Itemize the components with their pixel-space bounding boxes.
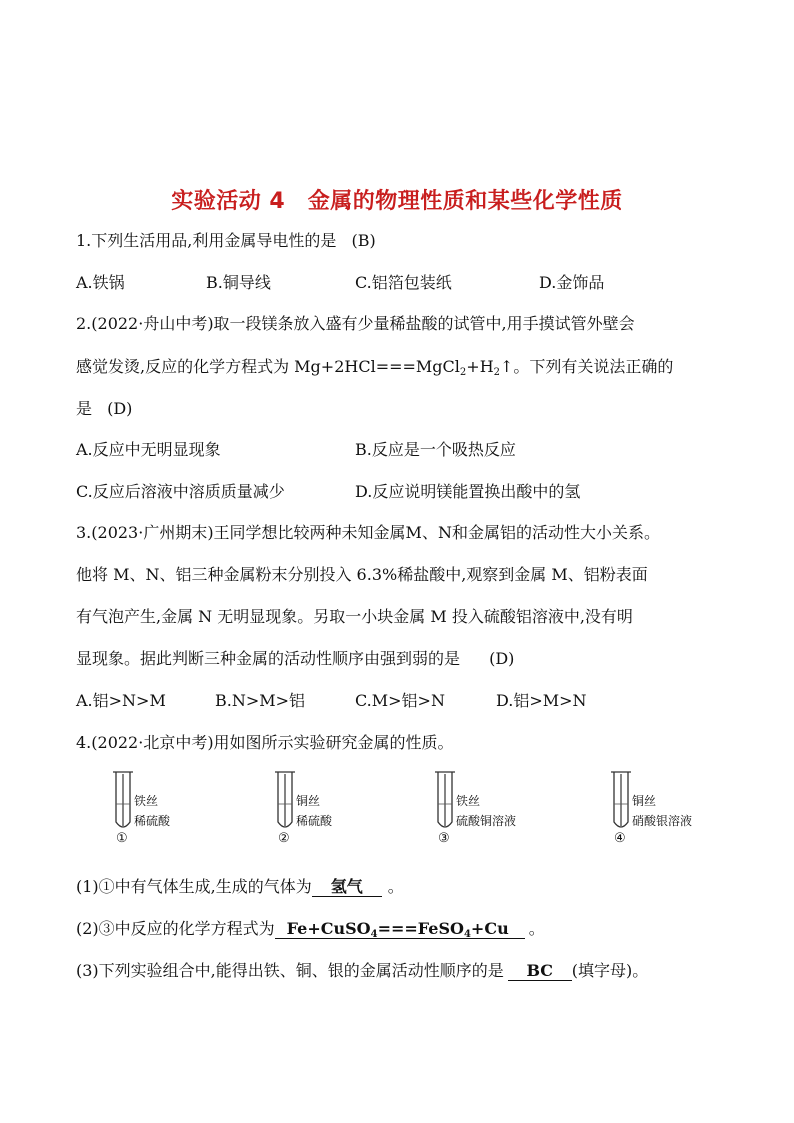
q3-option-b: B.N>M>铝 (215, 691, 306, 710)
q2-line-3 (76, 398, 132, 420)
test-tube-icon (432, 770, 458, 834)
q2-option-b: B.反应是一个吸热反应 (355, 440, 516, 459)
q4-sub3-answer: BC (508, 962, 572, 981)
q3-line-4 (76, 648, 514, 670)
q3-line-3: 有气泡产生,金属 N 无明显现象。另取一小块金属 M 投入硫酸铝溶液中,没有明 (76, 607, 633, 626)
q2-equation-a: 感觉发烫,反应的化学方程式为 Mg+2HCl===MgCl (76, 357, 460, 376)
tube-number: ③ (438, 831, 450, 846)
q2-option-d: D.反应说明镁能置换出酸中的氢 (355, 482, 581, 501)
solution-label: 硝酸银溶液 (632, 814, 693, 828)
q4-sub2-suffix: 。 (528, 919, 545, 938)
q1-option-c: C.铝箔包装纸 (355, 273, 452, 292)
wire-label: 铜丝 (296, 794, 321, 808)
q2-equation-sub1: 2 (459, 367, 467, 378)
q4-sub2-answer (275, 920, 525, 939)
q1-stem-text: 1.下列生活用品,利用金属导电性的是 (76, 231, 337, 250)
test-tube-3 (432, 770, 572, 850)
q3-option-a: A.铝>N>M (76, 691, 166, 710)
q4-sub1-text: (1)①中有气体生成,生成的气体为 (76, 877, 312, 896)
q1-option-a: A.铁锅 (76, 273, 125, 292)
wire-label: 铜丝 (632, 794, 657, 808)
q2-equation-sub2: 2 (493, 367, 501, 378)
test-tube-icon (608, 770, 634, 834)
q4-sub2-answer-a: Fe+CuSO (286, 919, 371, 938)
q2-line-1: 2.(2022·舟山中考)取一段镁条放入盛有少量稀盐酸的试管中,用手摸试管外壁会 (76, 314, 635, 333)
page-title: 实验活动 4 金属的物理性质和某些化学性质 (171, 189, 623, 214)
test-tube-1 (110, 770, 230, 850)
test-tube-4 (608, 770, 720, 850)
q4-sub1-suffix: 。 (387, 877, 404, 896)
q1-answer: (B) (351, 231, 376, 250)
q2-option-c: C.反应后溶液中溶质质量减少 (76, 482, 285, 501)
q1-stem (76, 230, 376, 252)
q3-line-1: 3.(2023·广州期末)王同学想比较两种未知金属M、N和金属铝的活动性大小关系。 (76, 523, 660, 542)
q4-sub2-answer-sub1: 4 (370, 929, 378, 940)
q4-sub2-answer-b: ===FeSO (377, 919, 464, 938)
q3-option-c: C.M>铝>N (355, 691, 445, 710)
tube-number: ④ (614, 831, 626, 846)
test-tube-figure (100, 770, 720, 850)
tube-number: ② (278, 831, 290, 846)
q1-option-d: D.金饰品 (539, 273, 605, 292)
q2-line-2 (76, 356, 673, 378)
q4-sub3-suffix: (填字母)。 (571, 961, 649, 980)
q2-equation-b: +H (466, 357, 494, 376)
q4-sub2 (76, 918, 545, 940)
test-tube-icon (272, 770, 298, 834)
q3-option-d: D.铝>M>N (496, 691, 587, 710)
test-tube-2 (272, 770, 392, 850)
solution-label: 稀硫酸 (296, 814, 333, 828)
q2-answer: (D) (107, 399, 133, 418)
q4-sub3-text: (3)下列实验组合中,能得出铁、铜、银的金属活动性顺序的是 (76, 961, 504, 980)
q4-stem: 4.(2022·北京中考)用如图所示实验研究金属的性质。 (76, 733, 454, 752)
q2-option-a: A.反应中无明显现象 (76, 440, 221, 459)
tube-number: ① (116, 831, 128, 846)
q3-answer: (D) (489, 649, 515, 668)
q4-sub2-answer-sub2: 4 (463, 929, 471, 940)
solution-label: 稀硫酸 (134, 814, 171, 828)
q2-line-3-text: 是 (76, 399, 93, 418)
wire-label: 铁丝 (134, 794, 159, 808)
q2-equation-c: ↑。下列有关说法正确的 (500, 357, 674, 376)
q4-sub2-text: (2)③中反应的化学方程式为 (76, 919, 275, 938)
q3-line-2: 他将 M、N、铝三种金属粉末分别投入 6.3%稀盐酸中,观察到金属 M、铝粉表面 (76, 565, 648, 584)
q3-line-4-text: 显现象。据此判断三种金属的活动性顺序由强到弱的是 (76, 649, 461, 668)
solution-label: 硫酸铜溶液 (456, 814, 517, 828)
q4-sub3 (76, 960, 648, 982)
wire-label: 铁丝 (456, 794, 481, 808)
q4-sub1-answer: 氢气 (312, 878, 382, 897)
q1-option-b: B.铜导线 (206, 273, 271, 292)
test-tube-icon (110, 770, 136, 834)
q4-sub2-answer-c: +Cu (470, 919, 509, 938)
q4-sub1 (76, 876, 404, 898)
